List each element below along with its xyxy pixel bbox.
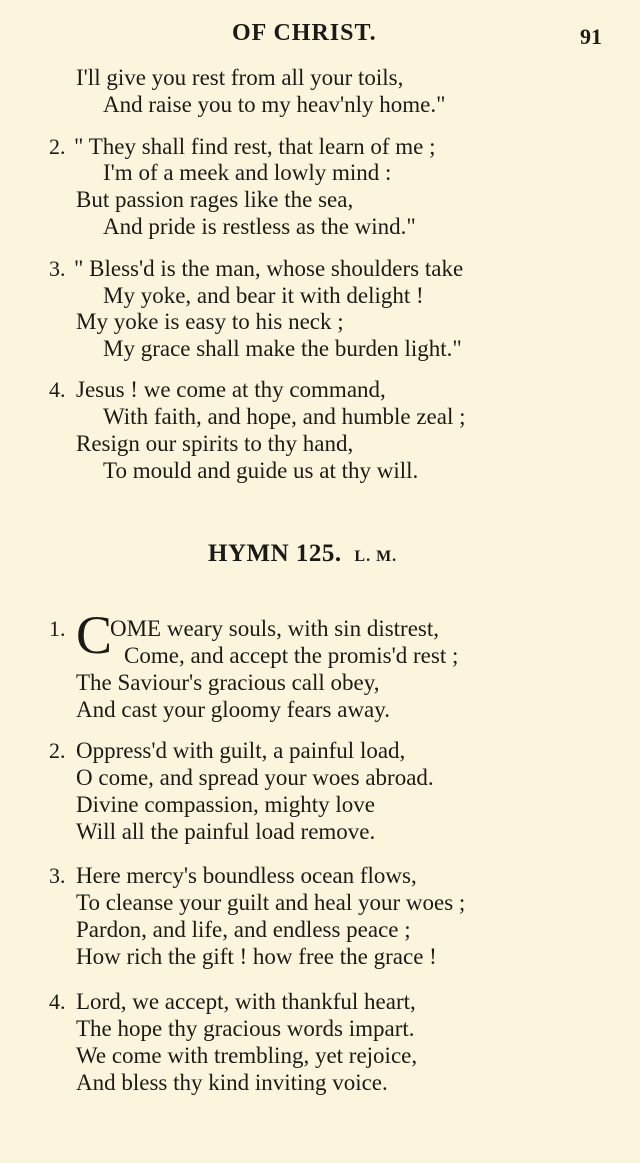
verse-line: Divine compassion, mighty love [76, 792, 375, 817]
verse-line: But passion rages like the sea, [76, 187, 354, 212]
verse-line: And cast your gloomy fears away. [76, 697, 391, 722]
verse-line: Will all the painful load remove. [76, 819, 376, 844]
verse-line: Pardon, and life, and endless peace ; [76, 917, 411, 942]
verse-line: My yoke is easy to his neck ; [76, 309, 344, 334]
verse-line: Here mercy's boundless ocean flows, [76, 863, 417, 888]
running-title: OF CHRIST. [232, 20, 377, 46]
page-number: 91 [580, 24, 602, 49]
verse-line: We come with trembling, yet rejoice, [76, 1043, 418, 1068]
verse-line: " Bless'd is the man, whose shoulders take [74, 256, 464, 281]
verse-line: Resign our spirits to thy hand, [76, 431, 354, 456]
verse-number: 2. [49, 738, 66, 763]
verse-line: The hope thy gracious words impart. [76, 1016, 415, 1041]
verse-line: I'm of a meek and lowly mind : [103, 160, 392, 185]
verse-line: OME weary souls, with sin distrest, [110, 616, 440, 641]
hymn-meter: L. M. [354, 548, 398, 565]
verse-line: And pride is restless as the wind." [103, 214, 416, 239]
verse-number: 2. [49, 134, 66, 159]
hymn-title [208, 540, 397, 568]
verse-line: To mould and guide us at thy will. [103, 458, 419, 483]
verse-line: To cleanse your guilt and heal your woes ; [76, 890, 466, 915]
verse-line: And raise you to my heav'nly home." [103, 92, 446, 117]
verse-line: O come, and spread your woes abroad. [76, 765, 434, 790]
verse-line: With faith, and hope, and humble zeal ; [103, 404, 466, 429]
verse-line: My yoke, and bear it with delight ! [103, 283, 424, 308]
verse-line: Come, and accept the promis'd rest ; [124, 643, 459, 668]
drop-cap: C [76, 605, 113, 665]
verse-number: 3. [49, 256, 66, 281]
hymn-title-text: HYMN 125. [208, 540, 342, 567]
verse-line: " They shall find rest, that learn of me ; [74, 134, 436, 159]
verse-number: 4. [49, 377, 66, 402]
verse-line: My grace shall make the burden light." [103, 336, 462, 361]
verse-number: 1. [49, 616, 66, 641]
running-head [0, 20, 640, 54]
verse-number: 4. [49, 989, 66, 1014]
verse-line: How rich the gift ! how free the grace ! [76, 944, 437, 969]
verse-line: I'll give you rest from all your toils, [76, 65, 404, 90]
verse-line: Jesus ! we come at thy command, [76, 377, 386, 402]
verse-line: The Saviour's gracious call obey, [76, 670, 380, 695]
verse-line: Oppress'd with guilt, a painful load, [76, 738, 406, 763]
verse-line: Lord, we accept, with thankful heart, [76, 989, 416, 1014]
verse-line: And bless thy kind inviting voice. [76, 1070, 388, 1095]
verse-number: 3. [49, 863, 66, 888]
